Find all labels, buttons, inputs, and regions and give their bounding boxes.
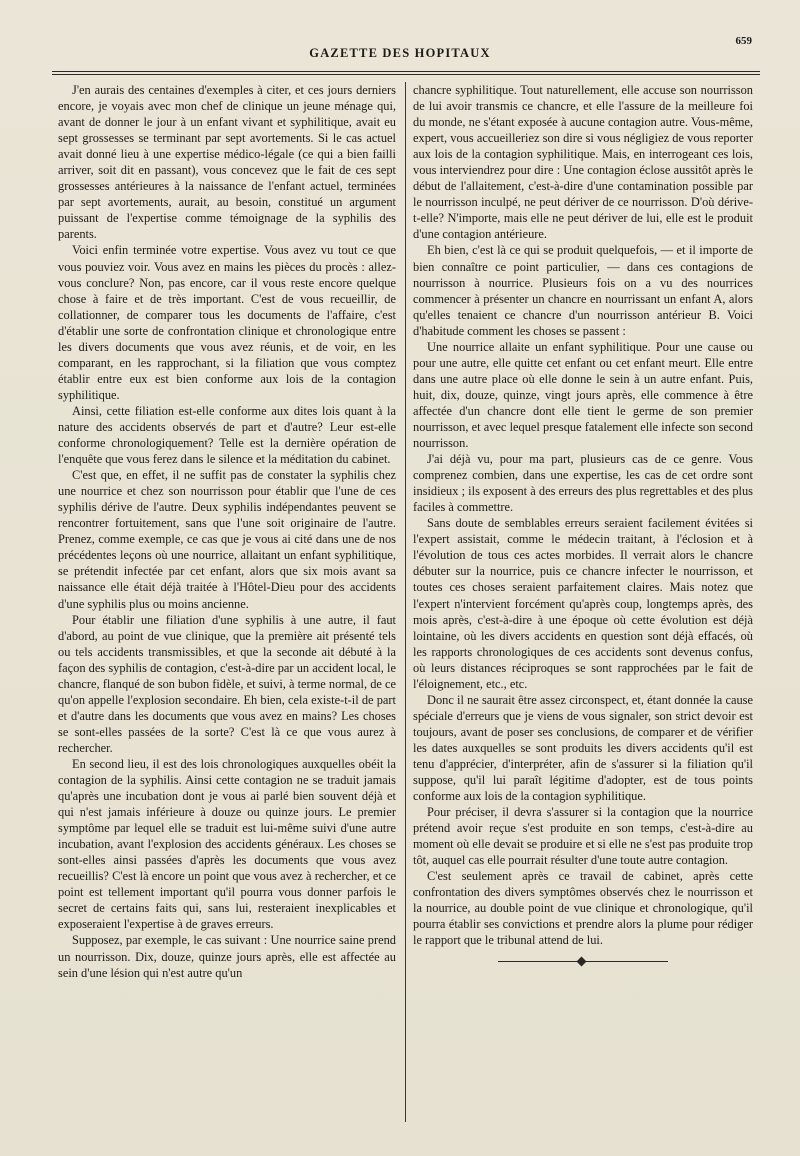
paragraph: C'est seulement après ce travail de cabinet, après cette confrontation des divers symptômes observés chez le nourrisson et la nourrice, au double point de vue clinique et chronologique, qu'il pourra établir ses convictions et prendre alors la plume pour rédiger le rapport que le tribunal attend de lui. [413, 869, 753, 948]
paragraph: J'ai déjà vu, pour ma part, plusieurs cas de ce genre. Vous comprenez combien, dans une expertise, les cas de cet ordre sont insidieux ; ils exposent à des erreurs des plus regrettables et des plus faciles à commettre. [413, 452, 753, 515]
paragraph: Voici enfin terminée votre expertise. Vous avez vu tout ce que vous pouviez voir. Vous avez en mains les pièces du procès : allez-vous conclure? Non, pas encore, car il vous reste encore quelque chose à faire et de très important. C'est de vous recueillir, de collationner, de comparer tous les documents de l'affaire, c'est d'établir une sorte de confrontation clinique et chronologique entre les divers documents que vous avez réunis, et de voir, en les comparant, en les rapprochant, si la filiation que vous comptez établir entre eux est bien conforme aux lois de la contagion syphilitique. [58, 243, 396, 402]
paragraph: J'en aurais des centaines d'exemples à citer, et ces jours derniers encore, je voyais avec mon chef de clinique un jeune ménage qui, avant de donner le jour à un enfant vivant et syphilitique, avait eu sept grossesses se terminant par sept avortements. Si le cas actuel avait donné lieu à une expertise médico-légale (ce qui a bien failli arriver, soit dit en passant), vous concevez que le fait de ces sept grossesses antérieures à la naissance de l'enfant actuel, terminées par sept avortements, aurait, au besoin, constitué un argument puissant de l'expertise comme témoignage de la syphilis des parents. [58, 83, 396, 242]
paragraph: Donc il ne saurait être assez circonspect, et, étant donnée la cause spéciale d'erreurs que je viens de vous signaler, son strict devoir est toujours, avant de poser ses conclusions, de comparer et de vérifier les dates auxquelles se sont produits les divers accidents qu'il est tenu d'apprécier, d'interpréter, afin de s'assurer si la filiation qu'il suppose, qu'il lui paraît légitime d'adopter, est de tous points conforme aux lois de la contagion syphilitique. [413, 692, 753, 804]
left-column [58, 82, 396, 981]
page-header-title: GAZETTE DES HOPITAUX [309, 46, 491, 60]
column-divider [405, 82, 406, 1122]
paragraph: Sans doute de semblables erreurs seraient facilement évitées si l'expert assistait, comme le médecin traitant, à l'éclosion et à l'évolution de tous ces actes morbides. Il verrait alors le chancre débuter sur la nourrice, puis ce chancre infecter le nourrisson, et toutes ces choses seraient parfaitement claires. Mais notez que l'expert n'intervient forcément qu'après coup, longtemps après, des mois après, c'est-à-dire à une époque où cette évolution est déjà lointaine, où les divers accidents en question sont déjà effacés, où les rapports chronologiques de ces accidents sont devenus confus, où leurs distances réciproques se sont rapprochées par le fait de l'éloignement, etc., etc. [413, 516, 753, 691]
paragraph: Pour établir une filiation d'une syphilis à une autre, il faut d'abord, au point de vue clinique, que la première ait présenté tels ou tels accidents transmissibles, et que la seconde ait débuté à la façon des syphilis de contagion, c'est-à-dire par un accident local, le chancre, flanqué de son bubon fidèle, et suivi, à terme normal, de ce qu'on appelle l'explosion secondaire. Eh bien, cela existe-t-il de part et d'autre dans les documents que vous avez en mains? Les choses se sont-elles passées de la sorte? C'est là ce que vous aurez à rechercher. [58, 612, 396, 755]
paragraph: En second lieu, il est des lois chronologiques auxquelles obéit la contagion de la syphilis. Ainsi cette contagion ne se traduit jamais qu'après une incubation dont je vous ai parlé bien souvent déjà et qui n'est jamais inférieure à douze ou quinze jours. Le premier symptôme par lequel elle se traduit est lui-même suivi d'une autre incubation, avant l'explosion des accidents généraux. Les choses se sont-elles ainsi passées d'après les documents que vous avez recueillis? C'est là encore un point que vous avez à rechercher, et ce point est tellement important qu'il pourra vous donner parfois le secret de certains faits qui, sans lui, resteraient inexplicables et exposeraient l'expertise à de graves erreurs. [58, 756, 396, 932]
paragraph: Supposez, par exemple, le cas suivant : Une nourrice saine prend un nourrisson. Dix, douze, quinze jours après, elle est affectée au sein d'une lésion qui n'est autre qu'un [58, 933, 396, 980]
page-number: 659 [735, 35, 752, 47]
paragraph: C'est que, en effet, il ne suffit pas de constater la syphilis chez une nourrice et chez son nourrisson pour établir que l'une de ces syphilis dérive de l'autre. Deux syphilis indépendantes peuvent se rencontrer fortuitement, sans que l'une soit originaire de l'autre. Prenez, comme exemple, ce cas que je vous ai cité dans une de nos précédentes leçons où une nourrice, allaitant un enfant syphilitique, se prétendit infectée par cet enfant, alors que six mois avant sa naissance elle était déjà traitée à l'Hôtel-Dieu pour des accidents d'une syphilis plus ou moins ancienne. [58, 468, 396, 611]
paragraph: Une nourrice allaite un enfant syphilitique. Pour une cause ou pour une autre, elle quitte cet enfant ou cet enfant meurt. Elle entre dans une autre place où elle donne le sein à un autre enfant. Puis, huit, dix, douze, quinze, vingt jours après, elle commence à être affectée d'un chancre dont elle tient le germe de son premier nourrisson, et avec lequel presque fatalement elle infecte son second nourrisson. [413, 339, 753, 451]
paragraph: chancre syphilitique. Tout naturellement, elle accuse son nourrisson de lui avoir transmis ce chancre, et elle l'assure de la meilleure foi du monde, ne s'étant exposée à aucune contagion autre. Vous-même, expert, vous accueilleriez son dire si vous négligiez de vous reporter aux lois de la contagion syphilitique. Mais, en interrogeant ces lois, vous interviendrez pour dire : Une contagion éclose aussitôt après le début de l'allaitement, c'est-à-dire d'une contamination possible par le nourrisson inculpé, ne peut dériver de ce nourrisson. D'où dérive-t-elle? N'importe, mais elle ne peut dériver de lui, elle est le produit d'une contagion antérieure. [413, 83, 753, 242]
right-column [413, 82, 753, 965]
section-end-ornament [498, 957, 668, 965]
paragraph: Ainsi, cette filiation est-elle conforme aux dites lois quant à la nature des accidents observés de part et d'autre? Leur est-elle conforme chronologiquement? Telle est la dernière opération de l'enquête que vous ferez dans le silence et la méditation du cabinet. [58, 403, 396, 467]
header-rule [52, 71, 760, 72]
paragraph: Pour préciser, il devra s'assurer si la contagion que la nourrice prétend avoir reçue s'est produite en son temps, c'est-à-dire au moment où elle devait se produire et si elle ne s'est pas produite trop tôt, auquel cas elle pourrait résulter d'une toute autre contagion. [413, 805, 753, 868]
paragraph: Eh bien, c'est là ce qui se produit quelquefois, — et il importe de bien connaître ce point particulier, — dans ces contagions de nourrisson à nourrice. Plusieurs fois on a vu des nourrices commencer à présenter un chancre en nourrissant un enfant A, alors qu'elles tenaient ce chancre d'un nourrisson antérieur B. Voici d'habitude comment les choses se passent : [413, 243, 753, 338]
header-rule-secondary [52, 74, 760, 75]
